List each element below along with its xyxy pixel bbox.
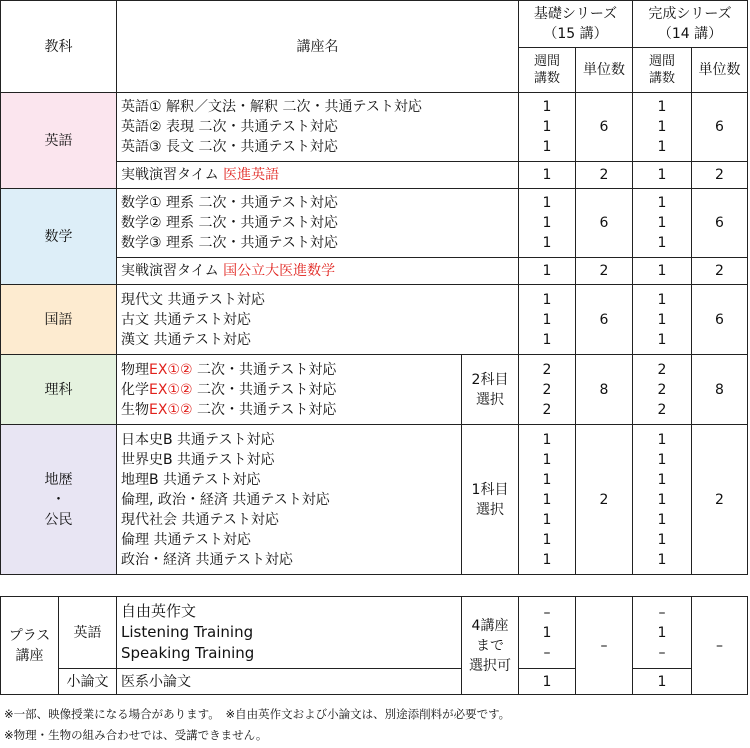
plus-course-table [0, 596, 748, 695]
social-complete-credits: 2 [692, 425, 748, 575]
science-complete-credits: 8 [692, 355, 748, 425]
english-courses: 英語① 解釈／文法・解釈 二次・共通テスト対応 英語② 表現 二次・共通テスト対応 英語③ 長文 二次・共通テスト対応 [117, 93, 519, 162]
social-selection: 1科目 選択 [462, 425, 519, 575]
plus-complete-credits: – [692, 597, 748, 695]
header-course-name: 講座名 [117, 1, 519, 93]
header-complete-series: 完成シリーズ （14 講） [633, 1, 748, 48]
math-practice: 実戦演習タイム 国公立大医進数学 [117, 258, 519, 285]
subject-math: 数学 [1, 189, 117, 285]
social-complete-weekly: 1 1 1 1 1 1 1 [633, 425, 692, 575]
english-practice: 実戦演習タイム 医進英語 [117, 162, 519, 189]
plus-english-label: 英語 [59, 597, 117, 669]
science-basic-credits: 8 [576, 355, 633, 425]
plus-basic-weekly: – 1 – [519, 597, 576, 669]
social-basic-weekly: 1 1 1 1 1 1 1 [519, 425, 576, 575]
science-selection: 2科目 選択 [462, 355, 519, 425]
math-complete-credits: 6 [692, 189, 748, 258]
header-complete-credits: 単位数 [692, 48, 748, 93]
subject-japanese: 国語 [1, 285, 117, 355]
english-practice-complete-credits: 2 [692, 162, 748, 189]
plus-english-courses: 自由英作文 Listening Training Speaking Training [117, 597, 462, 669]
japanese-basic-credits: 6 [576, 285, 633, 355]
header-basic-credits: 単位数 [576, 48, 633, 93]
plus-label: プラス 講座 [1, 597, 59, 695]
subject-english: 英語 [1, 93, 117, 189]
header-complete-weekly: 週間 講数 [633, 48, 692, 93]
plus-essay-label: 小論文 [59, 669, 117, 695]
math-courses: 数学① 理系 二次・共通テスト対応 数学② 理系 二次・共通テスト対応 数学③ 理系 二次・共通テスト対応 [117, 189, 519, 258]
japanese-courses: 現代文 共通テスト対応 古文 共通テスト対応 漢文 共通テスト対応 [117, 285, 519, 355]
subject-science: 理科 [1, 355, 117, 425]
english-practice-basic-weekly: 1 [519, 162, 576, 189]
plus-selection: 4講座 まで 選択可 [462, 597, 519, 695]
plus-complete-weekly: – 1 – [633, 597, 692, 669]
note-line-2: ※物理・生物の組み合わせでは、受講できません。 [4, 728, 268, 742]
social-basic-credits: 2 [576, 425, 633, 575]
japanese-basic-weekly: 1 1 1 [519, 285, 576, 355]
plus-essay-basic-weekly: 1 [519, 669, 576, 695]
science-complete-weekly: 2 2 2 [633, 355, 692, 425]
english-basic-weekly: 1 1 1 [519, 93, 576, 162]
english-practice-basic-credits: 2 [576, 162, 633, 189]
plus-essay-course: 医系小論文 [117, 669, 462, 695]
social-courses: 日本史B 共通テスト対応 世界史B 共通テスト対応 地理B 共通テスト対応 倫理, 政治・経済 共通テスト対応 現代社会 共通テスト対応 倫理 共通テスト対応 政治・経済 共通テスト対応 [117, 425, 462, 575]
header-subject: 教科 [1, 1, 117, 93]
science-courses: 物理EX①② 二次・共通テスト対応 化学EX①② 二次・共通テスト対応 生物EX①② 二次・共通テスト対応 [117, 355, 462, 425]
english-complete-weekly: 1 1 1 [633, 93, 692, 162]
plus-essay-complete-weekly: 1 [633, 669, 692, 695]
english-basic-credits: 6 [576, 93, 633, 162]
japanese-complete-weekly: 1 1 1 [633, 285, 692, 355]
english-practice-complete-weekly: 1 [633, 162, 692, 189]
math-complete-weekly: 1 1 1 [633, 189, 692, 258]
subject-social: 地歴 ・ 公民 [1, 425, 117, 575]
science-basic-weekly: 2 2 2 [519, 355, 576, 425]
header-basic-series: 基礎シリーズ （15 講） [519, 1, 633, 48]
japanese-complete-credits: 6 [692, 285, 748, 355]
math-practice-complete-weekly: 1 [633, 258, 692, 285]
math-practice-basic-weekly: 1 [519, 258, 576, 285]
header-basic-weekly: 週間 講数 [519, 48, 576, 93]
english-complete-credits: 6 [692, 93, 748, 162]
math-practice-complete-credits: 2 [692, 258, 748, 285]
math-basic-weekly: 1 1 1 [519, 189, 576, 258]
math-practice-basic-credits: 2 [576, 258, 633, 285]
math-basic-credits: 6 [576, 189, 633, 258]
note-line-1: ※一部、映像授業になる場合があります。 ※自由英作文および小論文は、別途添削料が必要です。 [4, 707, 511, 721]
plus-basic-credits: – [576, 597, 633, 695]
